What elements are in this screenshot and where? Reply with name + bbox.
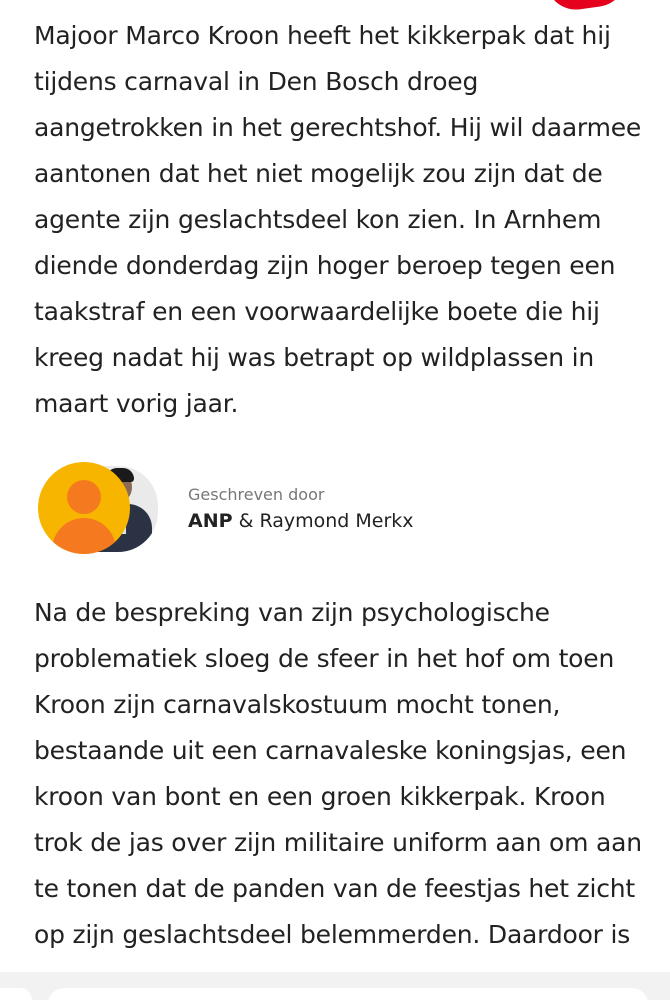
author-byline[interactable] bbox=[38, 462, 598, 558]
placeholder-head bbox=[67, 480, 101, 514]
placeholder-body bbox=[52, 518, 116, 554]
author-names bbox=[188, 506, 414, 536]
author-agency[interactable]: ANP bbox=[188, 510, 233, 532]
author-separator: & bbox=[238, 510, 254, 532]
author-label: Geschreven door bbox=[188, 485, 325, 504]
bottom-tab-left[interactable] bbox=[0, 988, 32, 1000]
header-accent-shape bbox=[546, 0, 629, 13]
user-placeholder-icon bbox=[38, 462, 130, 554]
article-paragraph-1: Majoor Marco Kroon heeft het kikkerpak dat hij tijdens carnaval in Den Bosch droeg aangetrokken in het gerechtshof. Hij wil daarmee aantonen dat het niet mogelijk zou zijn dat de agente zijn geslachtsdeel kon zien. In Arnhem diende donderdag zijn hoger beroep tegen een taakstraf en een voorwaardelijke boete die hij kreeg nadat hij was betrapt op wildplassen in maart vorig jaar. bbox=[34, 21, 642, 418]
address-bar-pill[interactable] bbox=[48, 988, 648, 1000]
author-meta bbox=[188, 484, 414, 536]
author-name[interactable]: Raymond Merkx bbox=[259, 510, 414, 532]
article-paragraph-2: Na de bespreking van zijn psychologische problematiek sloeg de sfeer in het hof om toen Kroon zijn carnavalskostuum mocht tonen, bestaande uit een carnavaleske koningsjas, een kroon van bont en een groen kikkerpak. Kroon trok de jas over zijn militaire uniform aan om aan te tonen dat de panden van de feestjas het zicht op zijn geslachtsdeel belemmerden. Daardoor is bbox=[34, 598, 642, 949]
